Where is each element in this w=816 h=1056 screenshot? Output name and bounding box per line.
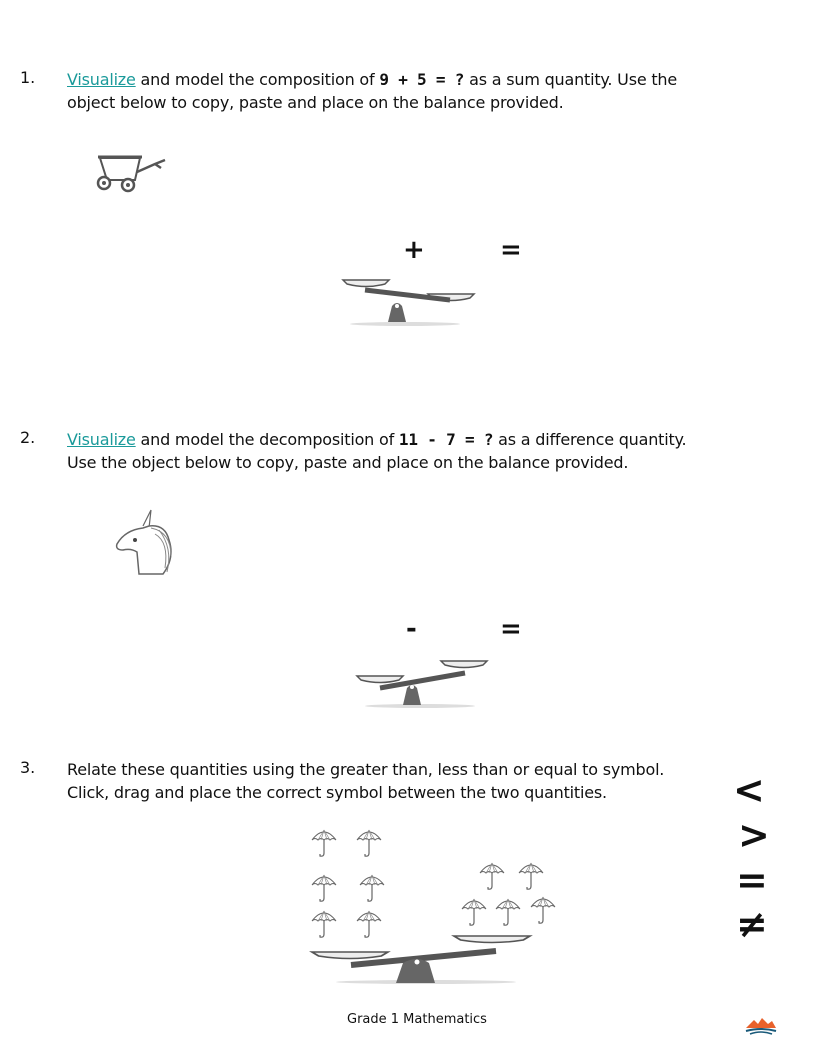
equals-sign: = [500, 614, 522, 644]
umbrella-icon [462, 899, 486, 925]
question-1-number: 1. [20, 68, 36, 87]
logo-icon [744, 1016, 778, 1036]
minus-sign: - [406, 614, 417, 644]
text: Click, drag and place the correct symbol between the two quantities. [67, 783, 607, 802]
expression: 9 + 5 = ? [379, 70, 465, 89]
umbrella-icon [357, 830, 381, 856]
visualize-link[interactable]: Visualize [67, 430, 136, 449]
question-3-number: 3. [20, 758, 36, 777]
equal-symbol[interactable]: = [736, 858, 768, 902]
text: as a sum quantity. Use the [464, 70, 678, 89]
umbrella-icon [312, 911, 336, 937]
text: and model the composition of [135, 70, 380, 89]
umbrella-icon [531, 897, 555, 923]
text: and model the decomposition of [135, 430, 399, 449]
balance-scale [311, 935, 541, 985]
umbrella-icon [480, 863, 504, 889]
umbrella-icon [312, 875, 336, 901]
text: Use the object below to copy, paste and place on the balance provided. [67, 453, 629, 472]
visualize-link[interactable]: Visualize [67, 70, 136, 89]
expression: 11 - 7 = ? [398, 430, 494, 449]
footer-text: Grade 1 Mathematics [347, 1012, 487, 1027]
plus-sign: + [403, 235, 425, 265]
equals-sign: = [500, 235, 522, 265]
umbrella-icon [312, 830, 336, 856]
text: object below to copy, paste and place on the balance provided. [67, 93, 564, 112]
text: Relate these quantities using the greater than, less than or equal to symbol. [67, 760, 665, 779]
greater-than-symbol[interactable]: > [738, 813, 770, 857]
umbrella-icon [496, 899, 520, 925]
not-equal-symbol[interactable]: ≠ [736, 902, 768, 946]
umbrella-icon [357, 911, 381, 937]
umbrella-icon [519, 863, 543, 889]
text: as a difference quantity. [493, 430, 687, 449]
question-2-number: 2. [20, 428, 36, 447]
umbrella-icon [360, 875, 384, 901]
less-than-symbol[interactable]: < [733, 768, 765, 812]
